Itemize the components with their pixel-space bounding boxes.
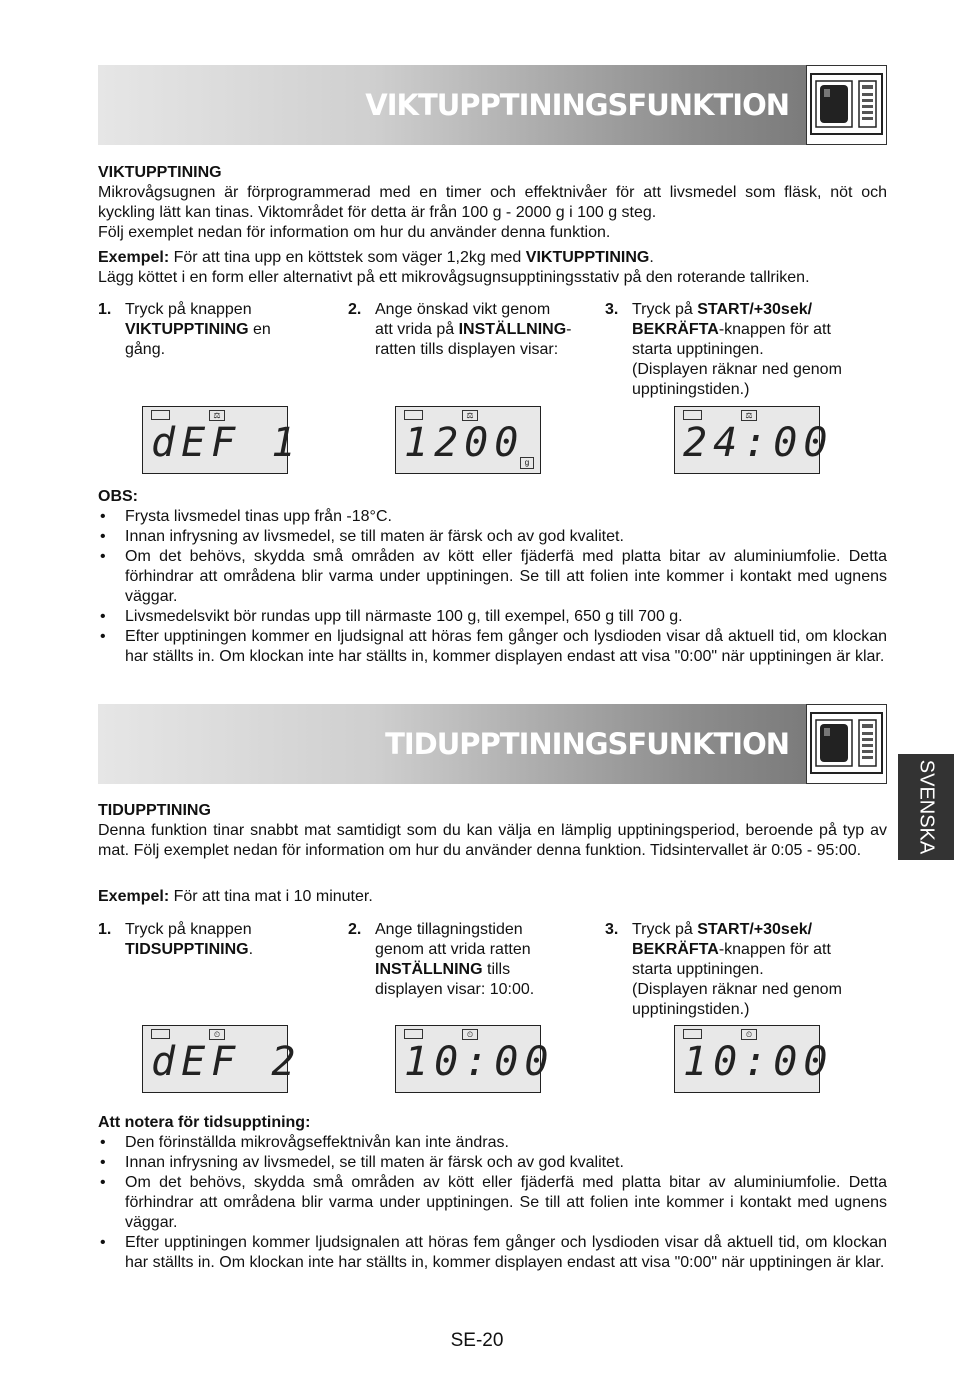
step-text: gång. [125, 341, 166, 358]
step-text: -knappen för att [718, 941, 831, 958]
step-text: Tryck på knappen [125, 301, 252, 318]
step-text: starta upptiningen. [632, 341, 764, 358]
step-number: 2. [348, 921, 362, 938]
step-text: Ange tillagningstiden [375, 921, 523, 938]
step-text: Tryck på knappen [125, 921, 252, 938]
example-text: För att tina mat i 10 minuter. [169, 888, 373, 905]
notes-heading: Att notera för tidsupptining: [98, 1114, 311, 1131]
step-text: att vrida på [375, 321, 459, 338]
step-number: 3. [605, 921, 619, 938]
notes-list [98, 1133, 887, 1273]
list-item: • Om det behövs, skydda små områden av kött eller fjäderfä med platta bitar av aluminiumfolie. Detta förhindrar att områdena blir varma under upptiningen. Se till att folien inte kommer i kontakt med ugnens väggar. [98, 1173, 887, 1233]
weight-icon: ⚖ [462, 410, 478, 421]
section-title: TIDUPPTININGSFUNKTION [385, 727, 789, 761]
step-button-name: START/+30sek/ [697, 301, 813, 318]
display-readout: 1200 [404, 420, 525, 466]
section-banner-time-defrost [98, 704, 887, 784]
display-readout: 24:00 [683, 420, 834, 466]
step-text: upptiningstiden.) [632, 381, 750, 398]
section-heading: VIKTUPPTINING [98, 164, 222, 181]
section-title: VIKTUPPTININGSFUNKTION [365, 88, 789, 122]
list-item: • Den förinställda mikrovågseffektnivån kan inte ändras. [98, 1133, 887, 1153]
example-end: . [649, 249, 654, 266]
step-text: (Displayen räknar ned genom [632, 361, 842, 378]
gram-unit-indicator: g [520, 457, 534, 469]
lcd-display [142, 1025, 302, 1093]
step-number: 3. [605, 301, 619, 318]
language-tab [898, 754, 954, 860]
lcd-display [674, 1025, 834, 1093]
step-button-name: TIDSUPPTINING [125, 941, 249, 958]
step-number: 1. [98, 921, 112, 938]
step-text: genom att vrida ratten [375, 941, 531, 958]
example-text: För att tina upp en köttstek som väger 1,2kg med [169, 249, 526, 266]
notes-list [98, 507, 887, 667]
example-bold: VIKTUPPTINING [525, 249, 650, 266]
step-text: Tryck på [632, 301, 698, 318]
microwave-icon [806, 704, 887, 784]
step-text: displayen visar: 10:00. [375, 981, 535, 998]
step-text: upptiningstiden.) [632, 1001, 750, 1018]
step-button-name: BEKRÄFTA [632, 321, 719, 338]
step-text: starta upptiningen. [632, 961, 764, 978]
display-readout: 10:00 [404, 1039, 555, 1085]
step-button-name: VIKTUPPTINING [125, 321, 249, 338]
step-text: . [248, 941, 254, 958]
list-item: • Om det behövs, skydda små områden av kött eller fjäderfä med platta bitar av aluminiumfolie. Detta förhindrar att områdena blir varma under upptiningen. Se till att folien inte kommer i kontakt med ugnens väggar. [98, 547, 887, 607]
timer-icon: ⏲ [209, 1029, 225, 1040]
intro-paragraph: Denna funktion tinar snabbt mat samtidigt som du kan välja en lämplig upptiningsperiod, beroende på typ av mat. Följ exemplet nedan för information om hur du använder denna funktion. Tidsintervallet är 0:05 - 95:00. [98, 822, 887, 859]
step-button-name: INSTÄLLNING [375, 961, 483, 978]
step-number: 2. [348, 301, 362, 318]
section1-intro [98, 163, 887, 243]
example-label: Exempel: [98, 888, 170, 905]
lcd-display [674, 406, 834, 474]
list-item: • Livsmedelsvikt bör rundas upp till närmaste 100 g, till exempel, 650 g till 700 g. [98, 607, 887, 627]
lcd-display [142, 406, 302, 474]
section2-intro [98, 801, 887, 861]
step-text: Tryck på [632, 921, 698, 938]
list-item: • Frysta livsmedel tinas upp från -18°C. [98, 507, 887, 527]
step-text: -knappen för att [718, 321, 831, 338]
step-text: en [248, 321, 271, 338]
list-item: • Innan infrysning av livsmedel, se till maten är färsk och av god kvalitet. [98, 527, 887, 547]
lcd-display [395, 1025, 555, 1093]
page-number: SE-20 [450, 1330, 504, 1351]
step-text: tills [482, 961, 511, 978]
weight-icon: ⚖ [741, 410, 757, 421]
microwave-icon [806, 65, 887, 145]
step-number: 1. [98, 301, 112, 318]
display-readout: dEF 2 [151, 1039, 302, 1085]
timer-icon: ⏲ [462, 1029, 478, 1040]
step-button-name: INSTÄLLNING [458, 321, 567, 338]
list-item: • Innan infrysning av livsmedel, se till maten är färsk och av god kvalitet. [98, 1153, 887, 1173]
section-banner-weight-defrost [98, 65, 887, 145]
step-button-name: START/+30sek/ [697, 921, 813, 938]
section2-example [98, 887, 887, 907]
step-text: ratten tills displayen visar: [375, 341, 559, 358]
section-heading: TIDUPPTINING [98, 802, 211, 819]
timer-icon: ⏲ [741, 1029, 757, 1040]
step-text: - [566, 321, 572, 338]
language-tab-label: SVENSKA [915, 759, 938, 855]
section1-example [98, 248, 887, 288]
example-line-2: Lägg köttet i en form eller alternativt på ett mikrovågsugnsupptiningsstativ på den roterande tallriken. [98, 269, 810, 286]
intro-paragraph-2: Följ exemplet nedan för information om hur du använder denna funktion. [98, 224, 611, 241]
step-text: (Displayen räknar ned genom [632, 981, 842, 998]
notes-heading: OBS: [98, 488, 138, 505]
list-item: • Efter upptiningen kommer en ljudsignal att höras fem gånger och lysdioden visar då aktuell tid, om klockan har ställts in. Om klockan inte har ställts in, kommer displayen endast att visa "0:00" när upptiningen är klar. [98, 627, 887, 667]
list-item: • Efter upptiningen kommer ljudsignalen att höras fem gånger och lysdioden visar då aktuell tid, om klockan har ställts in. Om klockan inte har ställts in, kommer displayen endast att visa "0:00" när upptiningen är klar. [98, 1233, 887, 1273]
weight-icon: ⚖ [209, 410, 225, 421]
display-readout: dEF 1 [151, 420, 302, 466]
step-text: Ange önskad vikt genom [375, 301, 551, 318]
lcd-display [395, 406, 541, 474]
example-label: Exempel: [98, 249, 170, 266]
intro-paragraph: Mikrovågsugnen är förprogrammerad med en timer och effektnivåer för att livsmedel som fläsk, nöt och kyckling lätt kan tinas. Viktområdet för detta är från 100 g - 2000 g i 100 g steg. [98, 184, 887, 221]
display-readout: 10:00 [683, 1039, 834, 1085]
step-button-name: BEKRÄFTA [632, 941, 719, 958]
